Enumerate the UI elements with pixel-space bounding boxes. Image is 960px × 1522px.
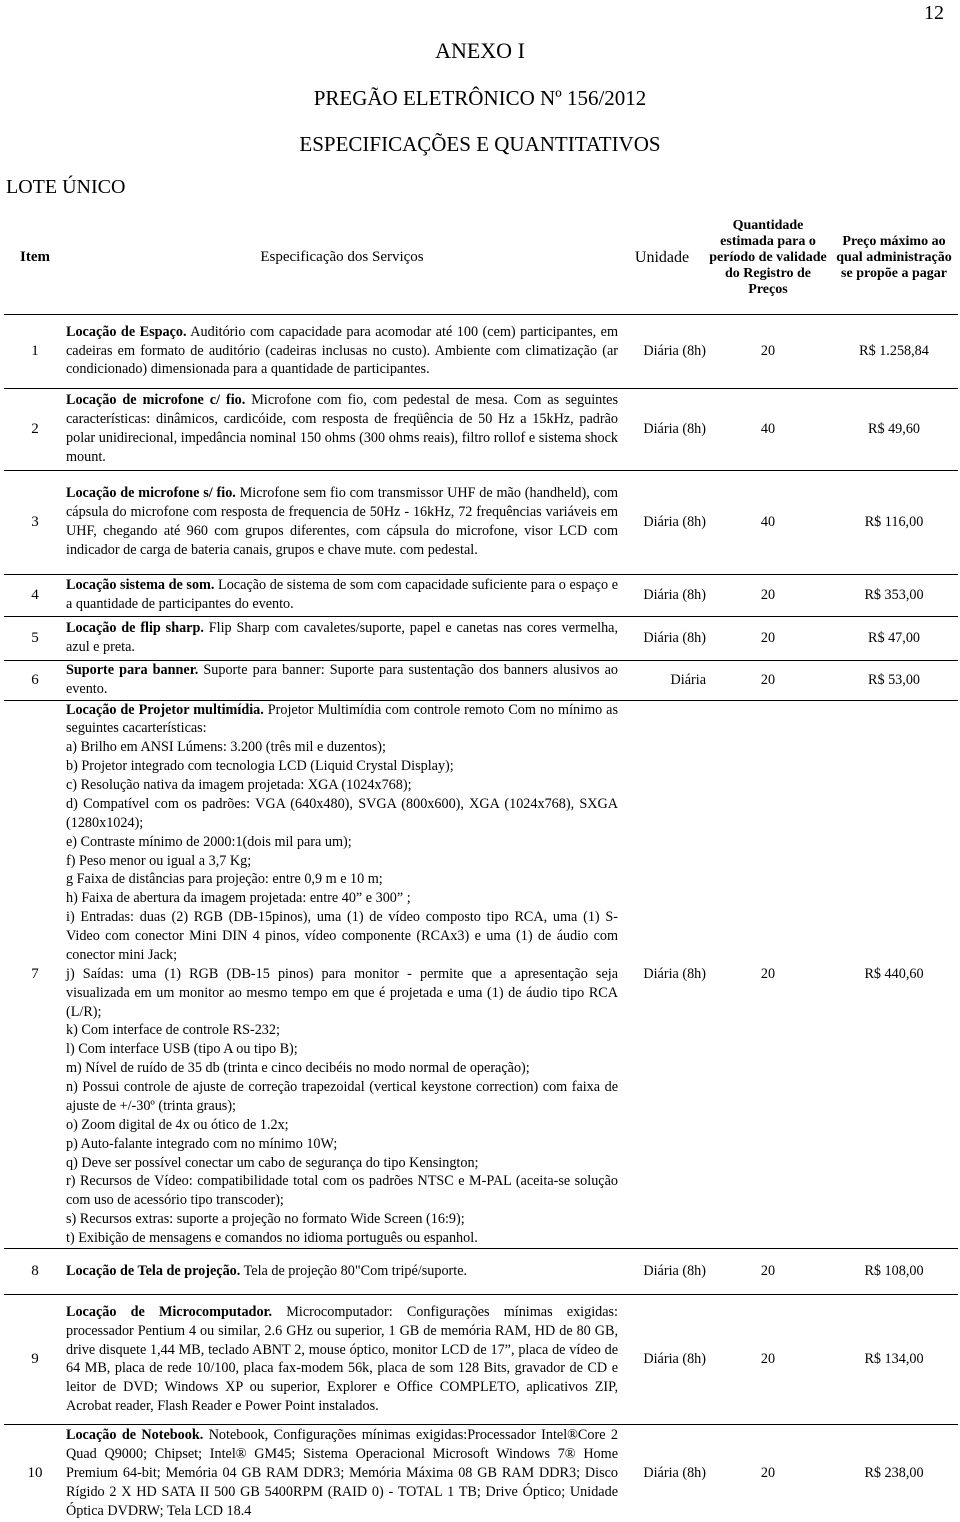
header-quantity: Quantidade estimada para o período de validade do Registro de Preços bbox=[709, 217, 827, 297]
spec-line: b) Projetor integrado com tecnologia LCD (Liquid Crystal Display); bbox=[66, 758, 454, 775]
item-specification bbox=[66, 700, 618, 1248]
item-description: Flip Sharp com cavaletes/suporte, papel e canetas nas cores vermelha, azul e preta. bbox=[66, 620, 619, 655]
item-number: 9 bbox=[31, 1350, 39, 1367]
header-spec: Especificação dos Serviços bbox=[260, 249, 424, 266]
item-quantity: 20 bbox=[760, 342, 776, 359]
item-title: Locação de Microcomputador. bbox=[66, 1303, 273, 1320]
spec-line: i) Entradas: duas (2) RGB (DB-15pinos), uma (1) de vídeo composto tipo RCA, uma (1) S-Video com conector Mini DIN 4 pinos, vídeo componente (RCAx3) e uma (1) de áudio com conector mini Jack; bbox=[66, 909, 618, 963]
item-number: 5 bbox=[31, 629, 39, 646]
specifications-title: ESPECIFICAÇÕES E QUANTITATIVOS bbox=[299, 132, 661, 156]
item-unit: Diária bbox=[670, 671, 706, 688]
item-number: 3 bbox=[31, 513, 39, 530]
table-row bbox=[4, 1424, 958, 1522]
item-price: R$ 53,00 bbox=[867, 671, 921, 688]
item-price: R$ 134,00 bbox=[864, 1350, 924, 1367]
spec-line: d) Compatível com os padrões: VGA (640x480), SVGA (800x600), XGA (1024x768), SXGA (1280x1024); bbox=[66, 795, 618, 831]
item-quantity: 40 bbox=[760, 420, 776, 437]
item-quantity: 40 bbox=[760, 513, 776, 530]
item-description: Microfone com fio, com pedestal de mesa. Com as seguintes características: dinâmicos, cardicóide, com resposta de freqüência de 50 Hz a 15kHz, padrão polar unidirecional, impedância nominal 150 ohms (300 ohms reais), filtro rollof e sistema shock mount. bbox=[66, 392, 618, 465]
item-specification bbox=[66, 660, 618, 700]
item-specification bbox=[66, 616, 618, 660]
header-item: Item bbox=[20, 249, 50, 266]
item-quantity: 20 bbox=[760, 1262, 776, 1279]
header-max-price: Preço máximo ao qual administração se propõe a pagar bbox=[836, 233, 952, 281]
item-description: Projetor Multimídia com controle remoto Com no mínimo as seguintes cacarterísticas: bbox=[66, 701, 618, 737]
item-number: 1 bbox=[31, 342, 39, 359]
item-title: Locação de microfone s/ fio. bbox=[66, 485, 236, 502]
item-specification bbox=[66, 1424, 618, 1522]
item-unit: Diária (8h) bbox=[643, 513, 706, 530]
item-quantity: 20 bbox=[760, 671, 776, 688]
item-price: R$ 116,00 bbox=[864, 513, 924, 530]
item-number: 10 bbox=[27, 1465, 43, 1482]
item-price: R$ 1.258,84 bbox=[859, 342, 929, 359]
item-price: R$ 353,00 bbox=[864, 586, 924, 603]
lot-label: LOTE ÚNICO bbox=[6, 176, 126, 198]
specifications-table bbox=[4, 202, 958, 1522]
item-number: 8 bbox=[31, 1262, 39, 1279]
spec-line: l) Com interface USB (tipo A ou tipo B); bbox=[66, 1041, 298, 1058]
item-unit: Diária (8h) bbox=[643, 965, 706, 982]
item-description: Microcomputador: Configurações mínimas exigidas: processador Pentium 4 ou similar, 2.6 GHz ou superior, 1 GB de memória RAM, HD de 80 GB, drive disquete 1,44 MB, teclado ABNT 2, mouse óptico, monitor LCD de 17”, placa de vídeo de 64 MB, placa de rede 10/100, placa fax-modem 56k, placa de som 128 Bits, gravador de CD e leitor de DVD; Windows XP ou superior, Explorer e Office COMPLETO, aplicativos ZIP, Acrobat reader, Flash Reader e Power Point instalados. bbox=[66, 1303, 618, 1415]
table-row bbox=[4, 616, 958, 660]
item-specification bbox=[66, 1294, 618, 1424]
table-row bbox=[4, 574, 958, 616]
item-title: Suporte para banner. bbox=[66, 662, 199, 679]
item-quantity: 20 bbox=[760, 586, 776, 603]
spec-line: f) Peso menor ou igual a 3,7 Kg; bbox=[66, 852, 252, 869]
item-quantity: 20 bbox=[760, 1465, 776, 1482]
item-specification bbox=[66, 388, 618, 470]
item-price: R$ 108,00 bbox=[864, 1262, 924, 1279]
spec-line: s) Recursos extras: suporte a projeção no formato Wide Screen (16:9); bbox=[66, 1211, 465, 1228]
item-description: Auditório com capacidade para acomodar até 100 (cem) participantes, em cadeiras em formato de auditório (cadeiras inclusas no custo). Ambiente com climatização (ar condicionado) dimensionada para a quantidade de participantes. bbox=[66, 323, 619, 378]
item-unit: Diária (8h) bbox=[643, 629, 706, 646]
item-title: Locação de Tela de projeção. bbox=[66, 1262, 241, 1279]
item-title: Locação de Notebook. bbox=[66, 1427, 204, 1444]
item-description: Microfone sem fio com transmissor UHF de mão (handheld), com cápsula do microfone com resposta de frequencia de 50Hz - 16kHz, 72 frequências variáveis em UHF, chegando até 960 com grupos diferentes, com cápsula do microfone, visor LCD com indicador de carga de bateria canais, grupos e chave mute. com pedestal. bbox=[66, 485, 618, 558]
spec-line: m) Nível de ruído de 35 db (trinta e cinco decibéis no modo normal de operação); bbox=[66, 1060, 530, 1077]
table-row bbox=[4, 314, 958, 388]
item-price: R$ 238,00 bbox=[864, 1465, 924, 1482]
item-price: R$ 47,00 bbox=[867, 629, 921, 646]
table-row bbox=[4, 1294, 958, 1424]
item-description: Locação de sistema de som com capacidade suficiente para o espaço e a quantidade de participantes do evento. bbox=[66, 577, 618, 612]
spec-line: h) Faixa de abertura da imagem projetada: entre 40” e 300” ; bbox=[66, 890, 411, 907]
item-quantity: 20 bbox=[760, 1350, 776, 1367]
annex-title: ANEXO I bbox=[435, 38, 525, 63]
table-row bbox=[4, 388, 958, 470]
item-unit: Diária (8h) bbox=[643, 586, 706, 603]
item-number: 4 bbox=[31, 586, 39, 603]
item-specification bbox=[66, 470, 618, 574]
item-specification bbox=[66, 574, 618, 616]
item-description: Notebook, Configurações mínimas exigidas:Processador Intel®Core 2 Quad Q9000; Chipset; Intel® GM45; Sistema Operacional Microsoft Windows 7® Home Premium 64-bit; Memória 04 GB RAM DDR3; Memória Máxima 08 GB RAM DDR3; Disco Rígido 2 X HD SATA II 500 GB 5400RPM (RAID 0) - TOTAL 1 TB; Drive Óptico; Unidade Óptica DVDRW; Tela LCD 18.4 bbox=[66, 1427, 618, 1519]
spec-line: j) Saídas: uma (1) RGB (DB-15 pinos) para monitor - permite que a apresentação seja visualizada em um monitor ao mesmo tempo em que é projetada e uma (1) de áudio tipo RCA (L/R); bbox=[66, 965, 618, 1020]
spec-line: k) Com interface de controle RS-232; bbox=[66, 1022, 280, 1039]
item-quantity: 20 bbox=[760, 629, 776, 646]
item-title: Locação de Projetor multimídia. bbox=[66, 701, 264, 718]
item-number: 6 bbox=[31, 671, 39, 688]
table-header-row bbox=[4, 202, 958, 314]
auction-title: PREGÃO ELETRÔNICO Nº 156/2012 bbox=[313, 86, 647, 110]
spec-line: r) Recursos de Vídeo: compatibilidade total com os padrões NTSC e M-PAL (aceita-se solução com uso de acessório tipo transcoder); bbox=[66, 1173, 618, 1209]
item-title: Locação sistema de som. bbox=[66, 577, 215, 594]
spec-line: g Faixa de distâncias para projeção: entre 0,9 m e 10 m; bbox=[66, 871, 383, 888]
table-row bbox=[4, 700, 958, 1248]
spec-line: c) Resolução nativa da imagem projetada: XGA (1024x768); bbox=[66, 777, 412, 793]
item-price: R$ 49,60 bbox=[867, 420, 921, 437]
item-description: Suporte para banner: Suporte para sustentação dos banners alusivos ao evento. bbox=[66, 662, 618, 697]
spec-line: t) Exibição de mensagens e comandos no idioma português ou espanhol. bbox=[66, 1230, 478, 1246]
item-title: Locação de microfone c/ fio. bbox=[66, 392, 246, 409]
spec-line: p) Auto-falante integrado com no mínimo 10W; bbox=[66, 1135, 338, 1152]
table-row bbox=[4, 1248, 958, 1294]
spec-line: n) Possui controle de ajuste de correção trapezoidal (vertical keystone correction) com faixa de ajuste de +/-30º (trinta graus); bbox=[66, 1079, 618, 1114]
item-unit: Diária (8h) bbox=[643, 1262, 706, 1279]
item-unit: Diária (8h) bbox=[643, 420, 706, 437]
item-description: Tela de projeção 80"Com tripé/suporte. bbox=[240, 1262, 468, 1279]
item-number: 2 bbox=[31, 420, 39, 437]
page-number: 12 bbox=[924, 2, 944, 24]
item-title: Locação de flip sharp. bbox=[66, 620, 204, 637]
item-unit: Diária (8h) bbox=[643, 1465, 706, 1482]
spec-line: a) Brilho em ANSI Lúmens: 3.200 (três mil e duzentos); bbox=[66, 739, 386, 756]
item-unit: Diária (8h) bbox=[643, 342, 706, 359]
item-price: R$ 440,60 bbox=[864, 965, 924, 982]
spec-line: o) Zoom digital de 4x ou ótico de 1.2x; bbox=[66, 1116, 289, 1133]
item-unit: Diária (8h) bbox=[643, 1350, 706, 1367]
header-unit: Unidade bbox=[634, 248, 690, 266]
item-specification bbox=[66, 314, 618, 388]
item-quantity: 20 bbox=[760, 965, 776, 982]
spec-line: q) Deve ser possível conectar um cabo de segurança do tipo Kensington; bbox=[66, 1154, 479, 1171]
item-number: 7 bbox=[31, 965, 39, 982]
table-row bbox=[4, 470, 958, 574]
item-specification bbox=[66, 1248, 618, 1294]
item-title: Locação de Espaço. bbox=[66, 323, 187, 340]
spec-line: e) Contraste mínimo de 2000:1(dois mil para um); bbox=[66, 833, 352, 850]
table-row bbox=[4, 660, 958, 700]
